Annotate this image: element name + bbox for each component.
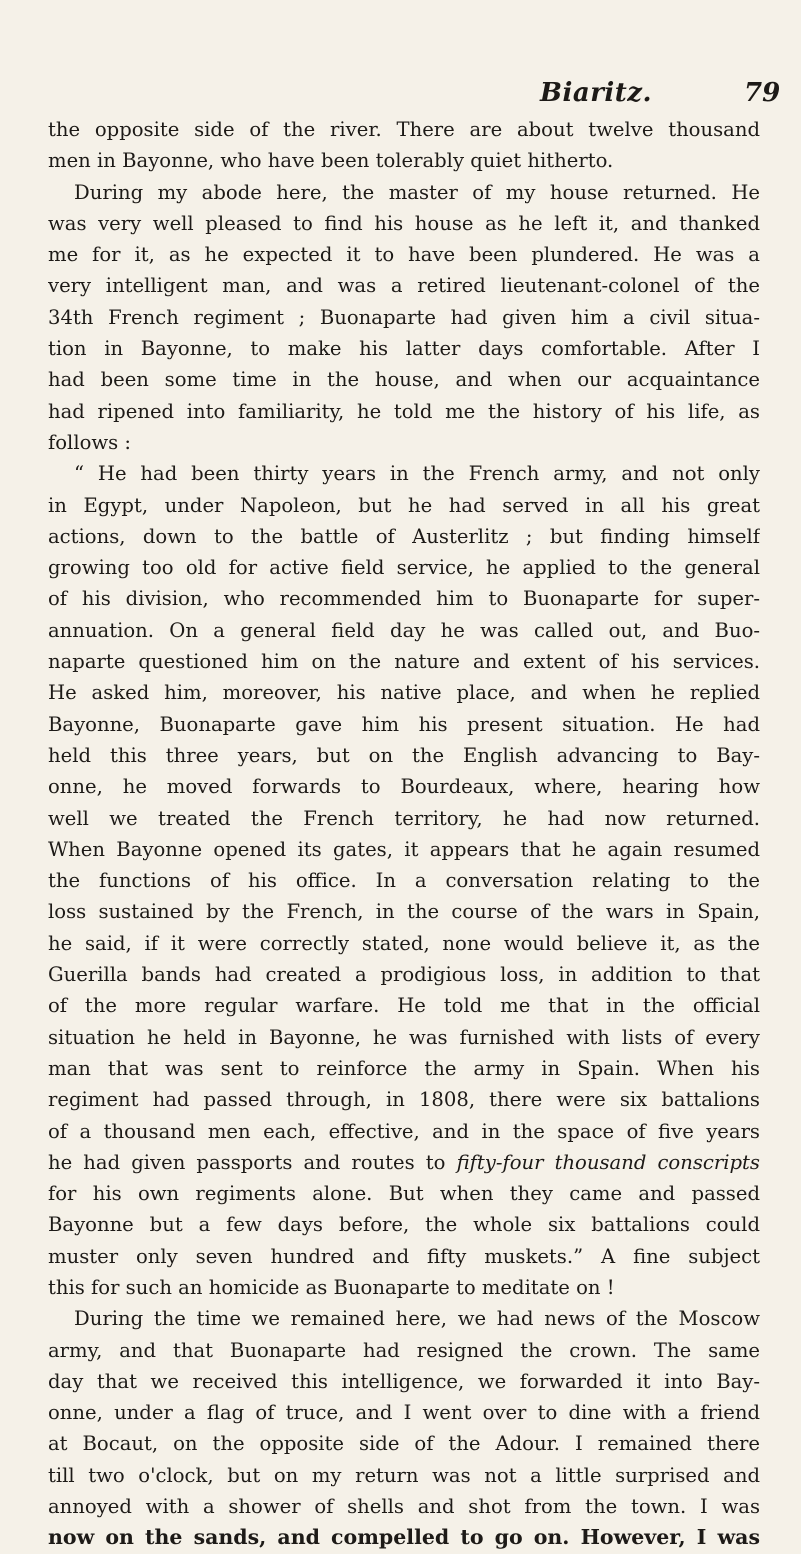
text-line: the opposite side of the river. There are about twelve thousand (48, 118, 760, 141)
text-line: at Bocaut, on the opposite side of the Adour. I remained there (48, 1432, 760, 1456)
text-line: onne, under a flag of truce, and I went over to dine with a friend (48, 1401, 760, 1425)
italic-phrase: fifty-four thousand conscripts (456, 1150, 760, 1174)
text-line: naparte questioned him on the nature and extent of his services. (48, 650, 760, 674)
text-line: loss sustained by the French, in the course of the wars in Spain, (48, 900, 760, 924)
text-fragment: he had given passports and routes to (48, 1150, 457, 1174)
text-line: During the time we remained here, we had news of the Moscow (74, 1307, 760, 1331)
text-line: had been some time in the house, and when our acquaintance (48, 368, 760, 392)
running-head (0, 78, 801, 118)
text-line: man that was sent to reinforce the army in Spain. When his (48, 1056, 760, 1080)
text-line: of the more regular warfare. He told me that in the official (48, 994, 760, 1018)
text-line: regiment had passed through, in 1808, there were six battalions (48, 1088, 760, 1112)
text-line: tion in Bayonne, to make his latter days comfortable. After I (48, 337, 760, 361)
page-number: 79 (744, 78, 781, 108)
text-line: he said, if it were correctly stated, none would believe it, as the (48, 931, 760, 955)
text-line: 34th French regiment ; Buonaparte had given him a civil situa- (48, 305, 760, 329)
text-line: onne, he moved forwards to Bourdeaux, where, hearing how (48, 775, 760, 799)
text-line: annoyed with a shower of shells and shot from the town. I was (48, 1495, 760, 1519)
text-line: Guerilla bands had created a prodigious loss, in addition to that (48, 963, 760, 987)
text-line: Bayonne, Buonaparte gave him his present situation. He had (48, 712, 760, 736)
body-text (48, 114, 760, 1554)
text-line: army, and that Buonaparte had resigned the crown. The same (48, 1338, 760, 1362)
text-line: well we treated the French territory, he had now returned. (48, 806, 760, 830)
text-line: He asked him, moreover, his native place, and when he replied (48, 681, 760, 705)
text-line: till two o'clock, but on my return was not a little surprised and (48, 1463, 760, 1487)
text-line: actions, down to the battle of Austerlitz ; but finding himself (48, 524, 760, 548)
text-line: growing too old for active field service, he applied to the general (48, 556, 760, 580)
text-line: had ripened into familiarity, he told me the history of his life, as (48, 399, 760, 423)
text-line: When Bayonne opened its gates, it appears that he again resumed (48, 837, 760, 861)
text-line: held this three years, but on the English advancing to Bay- (48, 743, 760, 767)
text-line: During my abode here, the master of my house returned. He (74, 180, 760, 204)
text-line: now on the sands, and compelled to go on. However, I was (48, 1525, 760, 1550)
text-line: “ He had been thirty years in the French army, and not only (74, 462, 760, 486)
text-line: Bayonne but a few days before, the whole six battalions could (48, 1213, 760, 1237)
text-line: very intelligent man, and was a retired lieutenant-colonel of the (48, 274, 760, 298)
text-line: men in Bayonne, who have been tolerably quiet hitherto. (48, 149, 614, 173)
text-line: day that we received this intelligence, we forwarded it into Bay- (48, 1369, 760, 1393)
text-line: me for it, as he expected it to have been plundered. He was a (48, 243, 760, 267)
text-line: of a thousand men each, effective, and in the space of five years (48, 1119, 760, 1143)
text-line: of his division, who recommended him to Buonaparte for super- (48, 587, 760, 611)
text-line: in Egypt, under Napoleon, but he had served in all his great (48, 493, 760, 517)
text-line: follows : (48, 430, 132, 454)
text-line: for his own regiments alone. But when they came and passed (48, 1182, 760, 1206)
text-line: was very well pleased to find his house as he left it, and thanked (48, 211, 760, 235)
text-line: annuation. On a general field day he was called out, and Buo- (48, 618, 760, 642)
text-line: situation he held in Bayonne, he was furnished with lists of every (48, 1025, 760, 1049)
text-line: the functions of his office. In a conversation relating to the (48, 869, 760, 893)
running-title: Biaritz. (540, 78, 653, 108)
text-line: muster only seven hundred and fifty muskets.” A fine subject (48, 1244, 760, 1268)
text-line: this for such an homicide as Buonaparte to meditate on ! (48, 1275, 615, 1299)
text-line-with-italic (48, 1147, 760, 1178)
